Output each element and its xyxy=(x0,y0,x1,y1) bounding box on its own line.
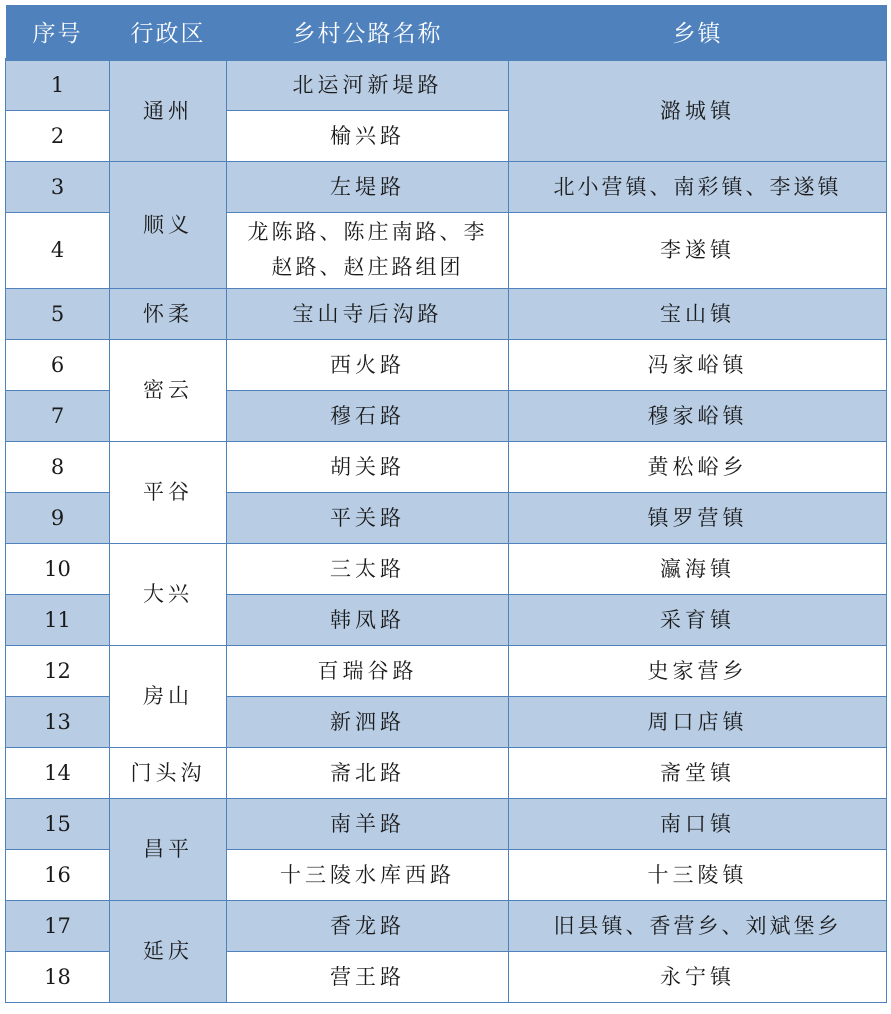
serial-number: 13 xyxy=(6,696,110,747)
serial-number: 18 xyxy=(6,951,110,1002)
district-cell: 通州 xyxy=(110,59,227,161)
road-name-cell: 左堤路 xyxy=(227,161,509,212)
township-cell: 李遂镇 xyxy=(509,212,887,288)
road-name-cell: 宝山寺后沟路 xyxy=(227,288,509,339)
table-row xyxy=(6,747,887,798)
header-road-name: 乡村公路名称 xyxy=(227,5,509,59)
serial-number: 17 xyxy=(6,900,110,951)
serial-number: 16 xyxy=(6,849,110,900)
road-name-cell: 十三陵水库西路 xyxy=(227,849,509,900)
road-name-cell: 南羊路 xyxy=(227,798,509,849)
serial-number: 1 xyxy=(6,59,110,110)
serial-number: 14 xyxy=(6,747,110,798)
township-cell: 旧县镇、香营乡、刘斌堡乡 xyxy=(509,900,887,951)
district-cell: 大兴 xyxy=(110,543,227,645)
road-name-cell: 榆兴路 xyxy=(227,110,509,161)
township-cell: 十三陵镇 xyxy=(509,849,887,900)
district-cell: 昌平 xyxy=(110,798,227,900)
table-row xyxy=(6,288,887,339)
township-cell: 瀛海镇 xyxy=(509,543,887,594)
table-header xyxy=(6,5,887,59)
road-name-cell: 香龙路 xyxy=(227,900,509,951)
road-name-cell: 营王路 xyxy=(227,951,509,1002)
header-serial-number: 序号 xyxy=(6,5,110,59)
township-cell: 斋堂镇 xyxy=(509,747,887,798)
serial-number: 8 xyxy=(6,441,110,492)
table-row xyxy=(6,161,887,212)
district-cell: 密云 xyxy=(110,339,227,441)
township-cell: 北小营镇、南彩镇、李遂镇 xyxy=(509,161,887,212)
road-name-cell: 胡关路 xyxy=(227,441,509,492)
road-name-cell: 韩凤路 xyxy=(227,594,509,645)
serial-number: 2 xyxy=(6,110,110,161)
serial-number: 10 xyxy=(6,543,110,594)
header-township: 乡镇 xyxy=(509,5,887,59)
road-name-cell: 新泗路 xyxy=(227,696,509,747)
township-cell: 采育镇 xyxy=(509,594,887,645)
district-cell: 门头沟 xyxy=(110,747,227,798)
serial-number: 15 xyxy=(6,798,110,849)
road-name-cell: 穆石路 xyxy=(227,390,509,441)
township-cell: 史家营乡 xyxy=(509,645,887,696)
district-cell: 怀柔 xyxy=(110,288,227,339)
road-name-cell: 西火路 xyxy=(227,339,509,390)
road-name-cell: 斋北路 xyxy=(227,747,509,798)
serial-number: 7 xyxy=(6,390,110,441)
table-row xyxy=(6,543,887,594)
township-cell: 镇罗营镇 xyxy=(509,492,887,543)
rural-road-table xyxy=(5,5,887,1003)
serial-number: 12 xyxy=(6,645,110,696)
table-row xyxy=(6,59,887,110)
serial-number: 3 xyxy=(6,161,110,212)
table-row xyxy=(6,441,887,492)
road-name-cell: 北运河新堤路 xyxy=(227,59,509,110)
township-cell: 黄松峪乡 xyxy=(509,441,887,492)
table-row xyxy=(6,645,887,696)
serial-number: 9 xyxy=(6,492,110,543)
serial-number: 11 xyxy=(6,594,110,645)
road-name-cell: 百瑞谷路 xyxy=(227,645,509,696)
table-row xyxy=(6,900,887,951)
road-name-cell: 平关路 xyxy=(227,492,509,543)
district-cell: 延庆 xyxy=(110,900,227,1002)
road-name-cell: 三太路 xyxy=(227,543,509,594)
district-cell: 顺义 xyxy=(110,161,227,288)
township-cell: 永宁镇 xyxy=(509,951,887,1002)
serial-number: 4 xyxy=(6,212,110,288)
table-row xyxy=(6,339,887,390)
road-name-cell: 龙陈路、陈庄南路、李赵路、赵庄路组团 xyxy=(227,212,509,288)
district-cell: 房山 xyxy=(110,645,227,747)
serial-number: 6 xyxy=(6,339,110,390)
district-cell: 平谷 xyxy=(110,441,227,543)
township-cell: 周口店镇 xyxy=(509,696,887,747)
serial-number: 5 xyxy=(6,288,110,339)
township-cell: 冯家峪镇 xyxy=(509,339,887,390)
header-district: 行政区 xyxy=(110,5,227,59)
township-cell: 南口镇 xyxy=(509,798,887,849)
township-cell: 穆家峪镇 xyxy=(509,390,887,441)
township-cell: 潞城镇 xyxy=(509,59,887,161)
township-cell: 宝山镇 xyxy=(509,288,887,339)
table-row xyxy=(6,798,887,849)
